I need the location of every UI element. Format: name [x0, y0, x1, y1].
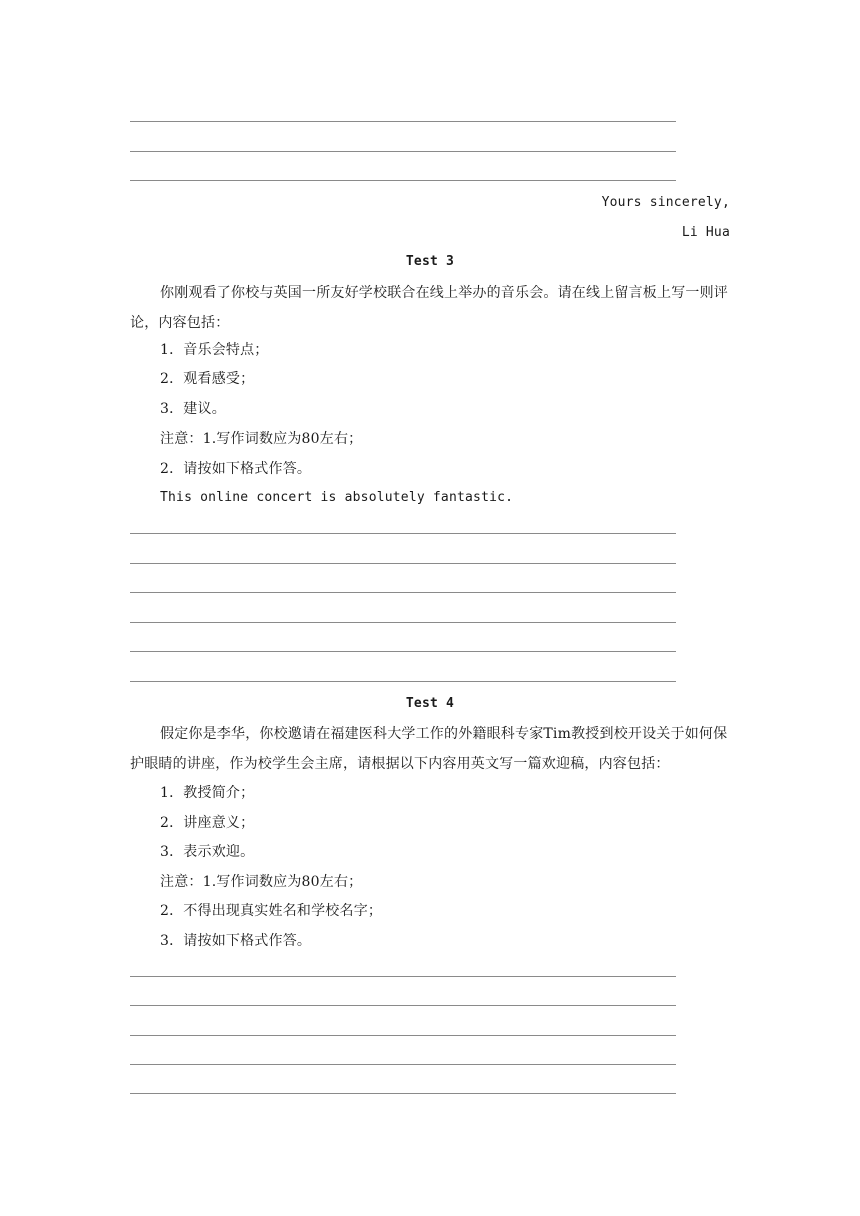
test3-note-1: 注意：1.写作词数应为80左右；: [160, 431, 363, 447]
test3-item-2: 2．观看感受；: [160, 371, 255, 387]
answer-line: [130, 121, 676, 122]
test4-item-2: 2．讲座意义；: [160, 815, 255, 831]
test3-item-1: 1．音乐会特点；: [160, 342, 269, 358]
answer-line: [130, 1093, 676, 1094]
test3-opening-sentence: This online concert is absolutely fantastic.: [160, 490, 514, 505]
answer-line: [130, 1035, 676, 1036]
answer-line: [130, 151, 676, 152]
answer-line: [130, 622, 676, 623]
answer-line: [130, 592, 676, 593]
test4-heading: Test 4: [405, 696, 455, 711]
test4-item-1: 1．教授简介；: [160, 785, 255, 801]
closing-sign-off: Yours sincerely,: [601, 195, 730, 210]
answer-line: [130, 681, 676, 682]
answer-line: [130, 651, 676, 652]
test4-note-2: 2．不得出现真实姓名和学校名字；: [160, 903, 383, 919]
test3-item-3: 3．建议。: [160, 401, 226, 417]
test4-item-3: 3．表示欢迎。: [160, 844, 255, 860]
test4-prompt: 假定你是李华，你校邀请在福建医科大学工作的外籍眼科专家Tim教授到校开设关于如何保护眼睛的讲座，作为校学生会主席，请根据以下内容用英文写一篇欢迎稿，内容包括：: [130, 726, 728, 772]
answer-line: [130, 1064, 676, 1065]
answer-line: [130, 976, 676, 977]
test3-heading: Test 3: [405, 254, 455, 269]
test3-prompt: 你刚观看了你校与英国一所友好学校联合在线上举办的音乐会。请在线上留言板上写一则评论，内容包括：: [130, 285, 728, 331]
closing-name: Li Hua: [681, 225, 730, 240]
test3-note-2: 2．请按如下格式作答。: [160, 461, 312, 477]
answer-line: [130, 533, 676, 534]
answer-line: [130, 180, 676, 181]
test4-note-3: 3．请按如下格式作答。: [160, 933, 312, 949]
test4-note-1: 注意：1.写作词数应为80左右；: [160, 874, 363, 890]
answer-line: [130, 563, 676, 564]
answer-line: [130, 1005, 676, 1006]
